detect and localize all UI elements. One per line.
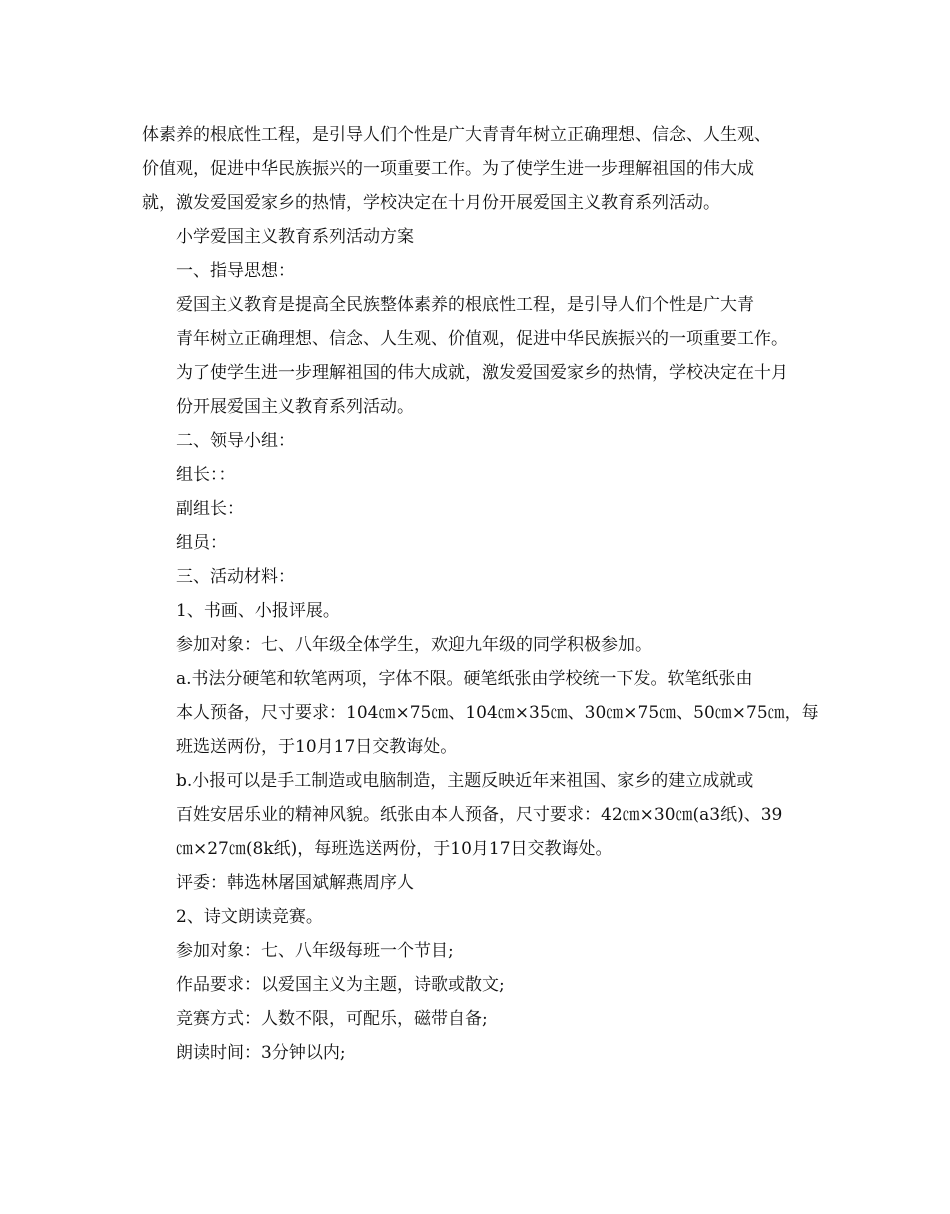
paragraph bbox=[142, 968, 822, 1002]
paragraph bbox=[142, 866, 822, 900]
text-line: 份开展爱国主义教育系列活动。 bbox=[176, 397, 414, 417]
text-line: 小学爱国主义教育系列活动方案 bbox=[176, 227, 414, 247]
text-line: 参加对象：七、八年级全体学生，欢迎九年级的同学积极参加。 bbox=[176, 635, 652, 655]
text-line: 组员： bbox=[176, 533, 227, 553]
paragraph bbox=[142, 1036, 822, 1070]
text-line: 朗读时间：3分钟以内; bbox=[176, 1043, 346, 1063]
text-line: 百姓安居乐业的精神风貌。纸张由本人预备，尺寸要求：42㎝×30㎝(a3纸)、39 bbox=[176, 805, 783, 825]
text-line: 本人预备，尺寸要求：104㎝×75㎝、104㎝×35㎝、30㎝×75㎝、50㎝×75㎝，每 bbox=[176, 703, 819, 723]
text-line: 副组长： bbox=[176, 499, 244, 519]
paragraph bbox=[142, 934, 822, 968]
text-line: 体素养的根底性工程，是引导人们个性是广大青青年树立正确理想、信念、人生观、 bbox=[142, 125, 771, 145]
text-line: 价值观，促进中华民族振兴的一项重要工作。为了使学生进一步理解祖国的伟大成 bbox=[142, 159, 754, 179]
text-line: 组长：： bbox=[176, 465, 236, 485]
paragraph bbox=[142, 594, 822, 628]
text-line: 作品要求：以爱国主义为主题，诗歌或散文; bbox=[176, 975, 505, 995]
text-line: 一、指导思想： bbox=[176, 261, 295, 281]
text-line: ㎝×27㎝(8k纸)，每班选送两份，于10月17日交教诲处。 bbox=[176, 839, 613, 859]
paragraph bbox=[142, 526, 822, 560]
paragraph bbox=[142, 764, 822, 866]
paragraph bbox=[142, 492, 822, 526]
text-line: 2、诗文朗读竞赛。 bbox=[176, 907, 323, 927]
paragraph bbox=[142, 628, 822, 662]
paragraph bbox=[142, 424, 822, 458]
paragraph bbox=[142, 1002, 822, 1036]
text-line: 爱国主义教育是提高全民族整体素养的根底性工程，是引导人们个性是广大青 bbox=[176, 295, 754, 315]
paragraph bbox=[142, 254, 822, 288]
paragraph bbox=[142, 220, 822, 254]
paragraph bbox=[142, 458, 822, 492]
text-line: 三、活动材料： bbox=[176, 567, 295, 587]
text-line: 评委：韩选林屠国斌解燕周序人 bbox=[176, 873, 414, 893]
document-body bbox=[142, 118, 822, 1070]
paragraph bbox=[142, 118, 822, 220]
text-line: 二、领导小组： bbox=[176, 431, 295, 451]
text-line: b.小报可以是手工制造或电脑制造，主题反映近年来祖国、家乡的建立成就或 bbox=[176, 771, 754, 791]
text-line: a.书法分硬笔和软笔两项，字体不限。硬笔纸张由学校统一下发。软笔纸张由 bbox=[176, 669, 753, 689]
text-line: 青年树立正确理想、信念、人生观、价值观，促进中华民族振兴的一项重要工作。 bbox=[176, 329, 788, 349]
paragraph bbox=[142, 560, 822, 594]
paragraph bbox=[142, 288, 822, 424]
text-line: 参加对象：七、八年级每班一个节目; bbox=[176, 941, 454, 961]
text-line: 为了使学生进一步理解祖国的伟大成就，激发爱国爱家乡的热情，学校决定在十月 bbox=[176, 363, 788, 383]
paragraph bbox=[142, 662, 822, 764]
text-line: 就，激发爱国爱家乡的热情，学校决定在十月份开展爱国主义教育系列活动。 bbox=[142, 193, 720, 213]
text-line: 竞赛方式：人数不限，可配乐，磁带自备; bbox=[176, 1009, 488, 1029]
text-line: 1、书画、小报评展。 bbox=[176, 601, 340, 621]
paragraph bbox=[142, 900, 822, 934]
text-line: 班选送两份，于10月17日交教诲处。 bbox=[176, 737, 458, 757]
